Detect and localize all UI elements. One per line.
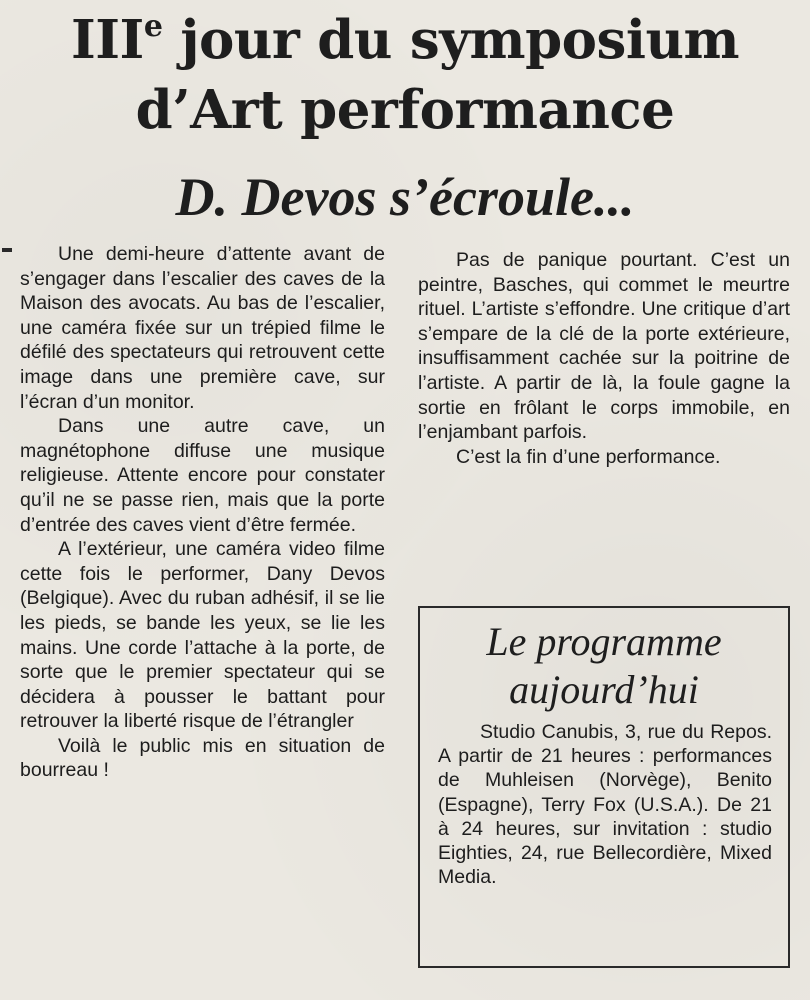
programme-title-line-1: Le programme <box>486 619 722 664</box>
headline-numeral: III <box>70 9 144 71</box>
programme-title-line-2: aujourd’hui <box>509 667 699 712</box>
programme-box <box>418 606 790 968</box>
headline-line-2: d’Art performance <box>135 79 675 141</box>
article-paragraph: C’est la fin d’une performance. <box>456 445 721 468</box>
headline-line-1-text: jour du symposium <box>162 9 740 71</box>
margin-mark <box>2 248 12 252</box>
article-left-column <box>20 242 385 783</box>
headline-line-1 <box>0 9 810 71</box>
article-paragraph: Une demi-heure d’attente avant de s’engager dans l’escalier des caves de la Maison des avocats. Au bas de l’escalier, une caméra fixée sur un trépied filme le défilé des spectateurs qui retrouvent cette image dans une première cave, sur l’écran d’un monitor. <box>20 243 385 413</box>
article-paragraph: Pas de panique pourtant. C’est un peintre, Basches, qui commet le meurtre rituel. L’artiste s’effondre. Une critique d’art s’empare de la clé de la porte extérieure, insuffisamment cachée sur la poitrine de l’artiste. A partir de là, la foule gagne la sortie en frôlant le corps immobile, en l’enjambant parfois. <box>418 249 790 444</box>
programme-body: Studio Canubis, 3, rue du Repos. A partir de 21 heures : performances de Muhleisen (Norvège), Benito (Espagne), Terry Fox (U.S.A.). De 21 à 24 heures, sur invitation : studio Eighties, 24, rue Bellecordière, Mixed Media. <box>438 721 772 889</box>
article-paragraph: Dans une autre cave, un magnétophone diffuse une musique religieuse. Attente encore pour constater qu’il ne se passe rien, mais que la porte d’entrée des caves vient d’être fermée. <box>20 415 385 536</box>
article-right-column <box>418 248 790 469</box>
article-paragraph: Voilà le public mis en situation de bourreau ! <box>20 734 385 782</box>
subheadline: D. Devos s’écroule... <box>175 167 635 227</box>
headline-superscript: e <box>143 9 163 44</box>
article-paragraph: A l’extérieur, une caméra video filme cette fois le performer, Dany Devos (Belgique). Avec du ruban adhésif, il se lie les pieds, se bande les yeux, se lie les mains. Une corde l’attache à la porte, de sorte que le premier spectateur qui se décidera à pousser le battant pour retrouver la liberté risque de l’étrangler <box>20 538 385 733</box>
